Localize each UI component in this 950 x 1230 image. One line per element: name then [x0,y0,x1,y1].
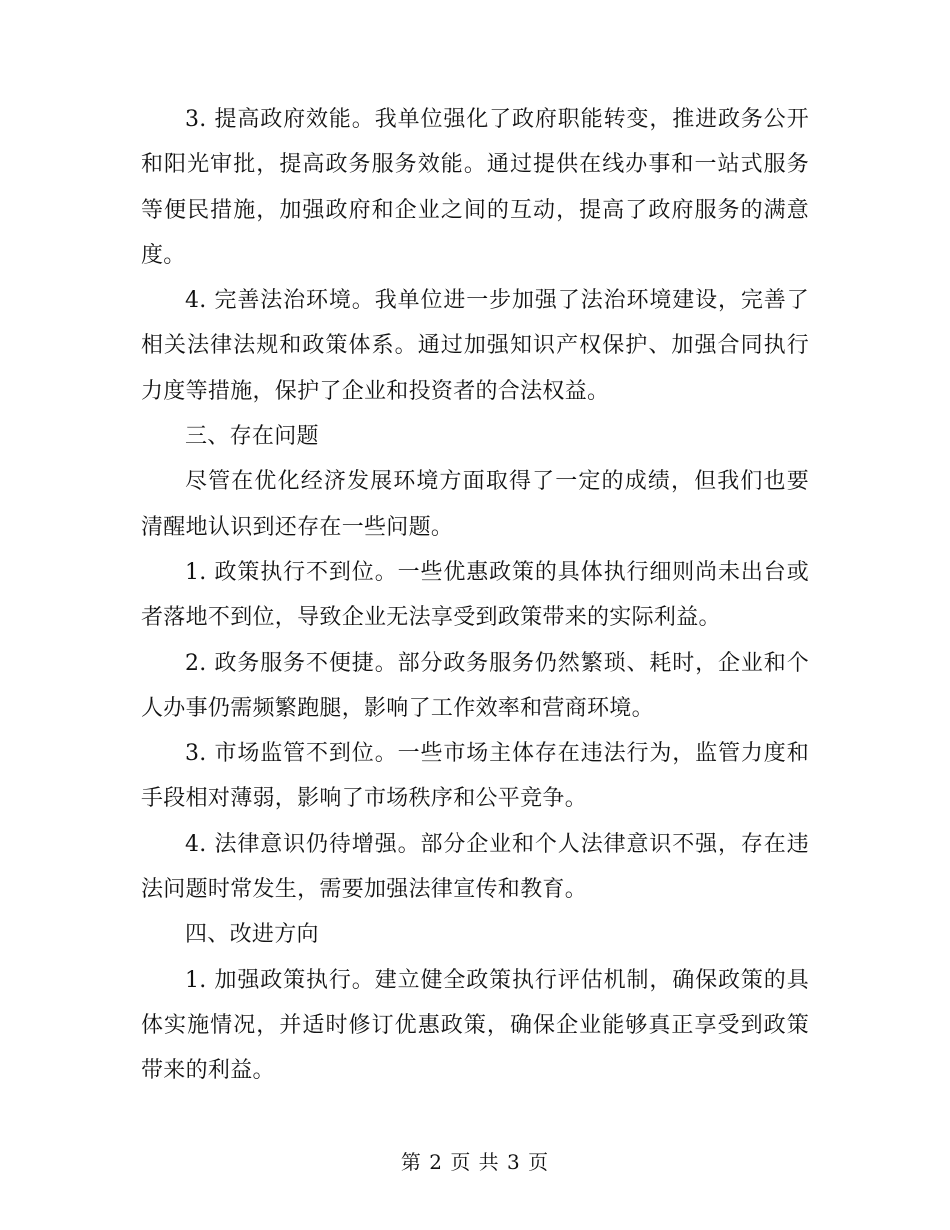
paragraph-market-supervision-problem: 3. 市场监管不到位。一些市场主体存在违法行为，监管力度和手段相对薄弱，影响了市场秩序和公平竞争。 [141,741,809,812]
section-heading-improvement-direction: 四、改进方向 [185,922,319,948]
paragraph-improve-government-efficiency: 3. 提高政府效能。我单位强化了政府职能转变，推进政务公开和阳光审批，提高政务服务效能。通过提供在线办事和一站式服务等便民措施，加强政府和企业之间的互动，提高了政府服务的满意度。 [141,107,809,268]
paragraph-government-service-problem: 2. 政务服务不便捷。部分政务服务仍然繁琐、耗时，企业和个人办事仍需频繁跑腿，影响了工作效率和营商环境。 [141,650,809,721]
paragraph-improve-legal-environment: 4. 完善法治环境。我单位进一步加强了法治环境建设，完善了相关法律法规和政策体系。通过加强知识产权保护、加强合同执行力度等措施，保护了企业和投资者的合法权益。 [141,288,809,404]
page-number-footer: 第 2 页 共 3 页 [400,1150,550,1174]
paragraph-legal-awareness-problem: 4. 法律意识仍待增强。部分企业和个人法律意识不强，存在违法问题时常发生，需要加强法律宣传和教育。 [141,831,809,903]
document-body [141,97,809,1094]
paragraph-policy-execution-problem: 1. 政策执行不到位。一些优惠政策的具体执行细则尚未出台或者落地不到位，导致企业无法享受到政策带来的实际利益。 [141,559,809,631]
paragraph-strengthen-policy-execution: 1. 加强政策执行。建立健全政策执行评估机制，确保政策的具体实施情况，并适时修订优惠政策，确保企业能够真正享受到政策带来的利益。 [141,967,809,1084]
section-heading-existing-problems: 三、存在问题 [185,424,319,450]
paragraph-problems-intro: 尽管在优化经济发展环境方面取得了一定的成绩，但我们也要清醒地认识到还存在一些问题。 [141,469,809,540]
